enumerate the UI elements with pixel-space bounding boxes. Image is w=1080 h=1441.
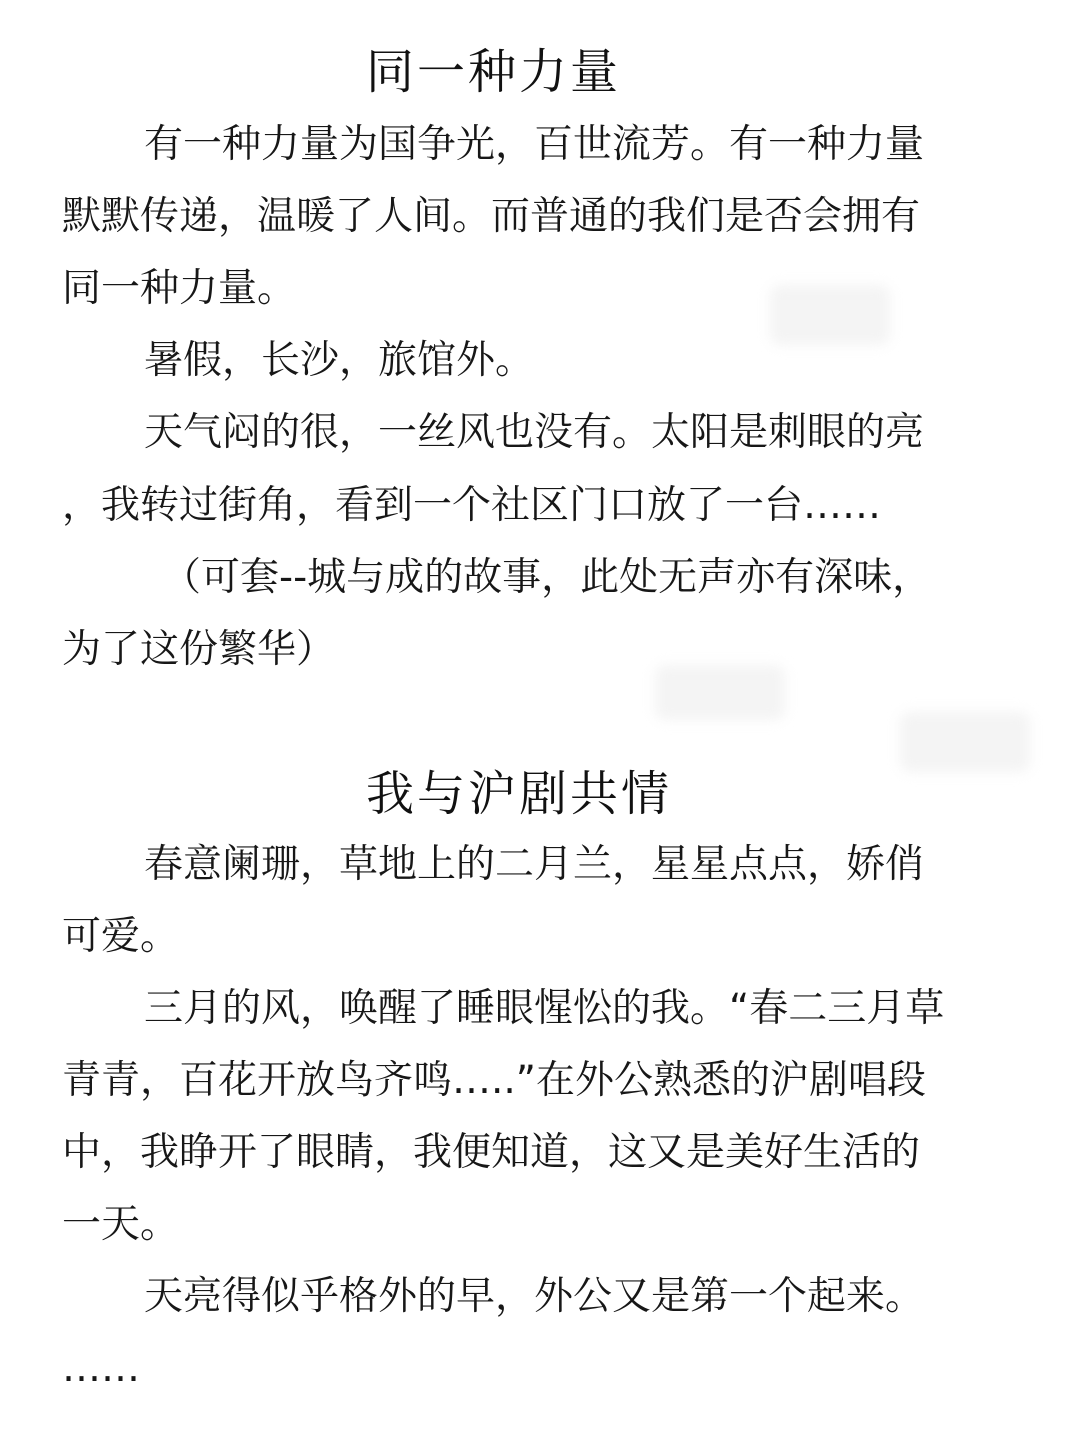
- paragraph-line: 三月的风，唤醒了睡眼惺忪的我。“春二三月草: [144, 986, 945, 1031]
- paragraph-line: 春意阑珊，草地上的二月兰，星星点点，娇俏: [144, 842, 925, 887]
- watermark-blur: [655, 665, 785, 720]
- paragraph-line: （可套--城与成的故事，此处无声亦有深味，: [162, 555, 932, 600]
- paragraph-line: 同一种力量。: [62, 266, 297, 311]
- paragraph-line: 暑假，长沙，旅馆外。: [144, 338, 535, 383]
- paragraph-line: ，我转过街角，看到一个社区门口放了一台……: [62, 483, 882, 528]
- paragraph-line: 天气闷的很，一丝风也没有。太阳是刺眼的亮: [144, 410, 925, 455]
- section-title: 我与沪剧共情: [366, 766, 673, 822]
- paragraph-line: 有一种力量为国争光，百世流芳。有一种力量: [144, 122, 925, 167]
- paragraph-line: ……: [62, 1346, 140, 1391]
- watermark-blur: [900, 712, 1030, 772]
- paragraph-line: 为了这份繁华）: [62, 627, 336, 672]
- paragraph-line: 一天。: [62, 1202, 180, 1247]
- paragraph-line: 可爱。: [62, 914, 180, 959]
- paragraph-line: 青青，百花开放鸟齐鸣…..”在外公熟悉的沪剧唱段: [62, 1058, 926, 1103]
- watermark-blur: [770, 285, 890, 345]
- paragraph-line: 中，我睁开了眼睛，我便知道，这又是美好生活的: [62, 1130, 921, 1175]
- paragraph-line: 默默传递，温暖了人间。而普通的我们是否会拥有: [62, 194, 921, 239]
- paragraph-line: 天亮得似乎格外的早，外公又是第一个起来。: [144, 1274, 925, 1319]
- section-title: 同一种力量: [366, 44, 622, 100]
